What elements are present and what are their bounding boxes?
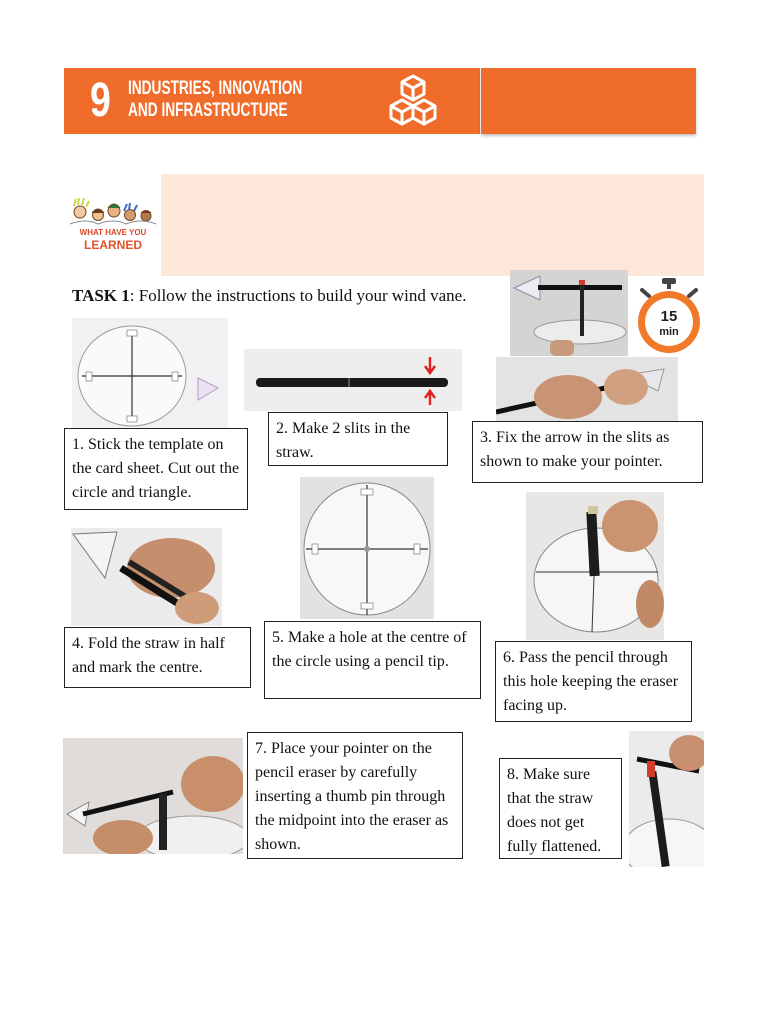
sdg-title-line2: AND INFRASTRUCTURE [128,100,288,121]
step3-photo-pointer [510,270,628,356]
step2-caption: 2. Make 2 slits in the straw. [268,412,448,466]
learned-label-small: WHAT HAVE YOU [79,228,147,237]
sdg-banner-extension [481,68,696,134]
step8-caption: 8. Make sure that the straw does not get fully flattened. [499,758,622,859]
step3-photo-hands [496,357,678,421]
task-label: TASK 1 [72,286,130,305]
learned-box [161,174,704,276]
learned-label-big: LEARNED [83,238,142,252]
task-text: : Follow the instructions to build your wind vane. [129,286,467,305]
step3-caption: 3. Fix the arrow in the slits as shown to make your pointer. [472,421,703,483]
timer-unit: min [659,326,679,338]
step1-caption: 1. Stick the template on the card sheet. Cut out the circle and triangle. [64,428,248,510]
step6-caption: 6. Pass the pencil through this hole keeping the eraser facing up. [495,641,692,722]
step1-photo [72,318,228,430]
step5-caption: 5. Make a hole at the centre of the circle using a pencil tip. [264,621,481,699]
task-instruction [72,286,466,306]
step4-photo [71,528,222,626]
timer-icon [634,276,704,356]
sdg-title [128,78,302,122]
step7-photo [63,738,243,854]
step8-photo [629,731,704,867]
timer-value: 15 [660,308,678,325]
step7-caption: 7. Place your pointer on the pencil eraser by carefully inserting a thumb pin through the midpoint into the eraser as shown. [247,732,463,859]
sdg-number: 9 [90,74,111,127]
stacked-cubes-icon [384,72,442,130]
step6-photo [526,492,664,640]
step2-photo [244,349,462,411]
step4-caption: 4. Fold the straw in half and mark the centre. [64,627,251,688]
sdg-title-line1: INDUSTRIES, INNOVATION [128,78,303,99]
step5-photo [300,477,434,619]
